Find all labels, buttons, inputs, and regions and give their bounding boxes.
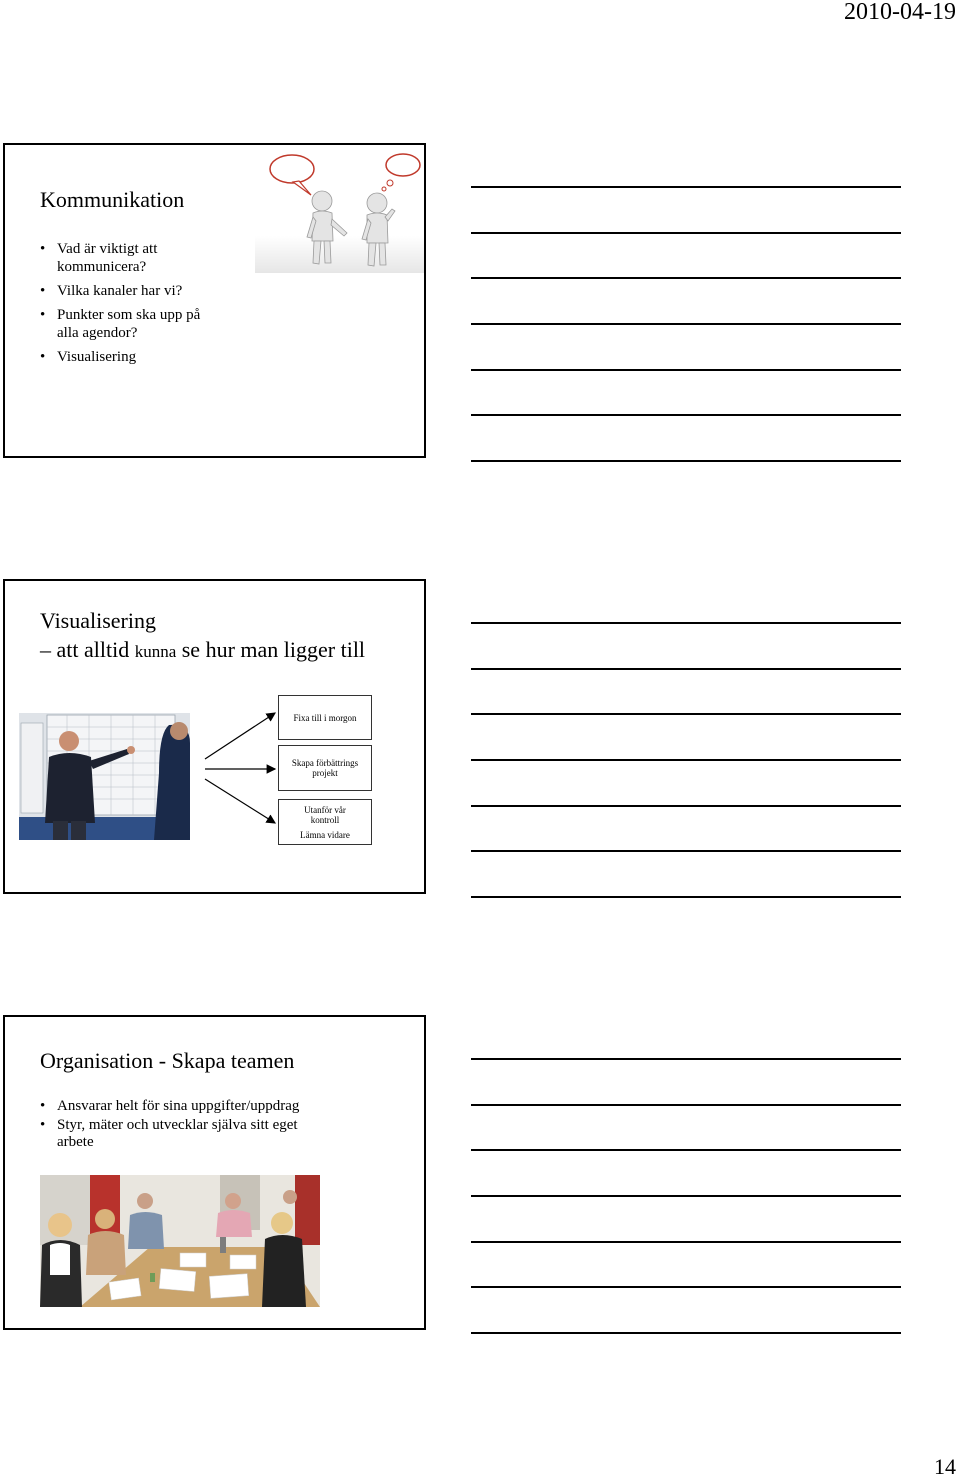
bullet-item: • Ansvarar helt för sina uppgifter/uppdrag <box>40 1098 400 1115</box>
diagram-box-forbattring: Skapa förbättrings projekt <box>278 745 372 791</box>
bullet-item: • Vad är viktigt att kommunicera? <box>40 240 240 276</box>
bullet-item: • Punkter som ska upp på alla agendor? <box>40 306 240 342</box>
slide-subtitle: – att alltid kunna se hur man ligger till <box>40 637 366 662</box>
note-line <box>471 414 901 416</box>
note-line <box>471 1195 901 1197</box>
bullet-item: • Vilka kanaler har vi? <box>40 282 240 300</box>
note-line <box>471 668 901 670</box>
note-line <box>471 232 901 234</box>
notes-area <box>471 622 901 902</box>
slide-visualisering <box>3 579 426 894</box>
meeting-photo <box>40 1175 320 1307</box>
diagram-arrows <box>195 701 285 831</box>
bullet-list <box>40 1098 400 1153</box>
slide-organisation <box>3 1015 426 1330</box>
note-line <box>471 622 901 624</box>
note-line <box>471 896 901 898</box>
slide-title: Kommunikation <box>40 187 185 212</box>
note-line <box>471 1332 901 1334</box>
note-line <box>471 323 901 325</box>
page-number: 14 <box>934 1454 956 1479</box>
note-line <box>471 713 901 715</box>
page-date: 2010-04-19 <box>844 0 956 25</box>
note-line <box>471 805 901 807</box>
note-line <box>471 759 901 761</box>
bullet-item: • Visualisering <box>40 348 240 366</box>
bullet-item: • Styr, mäter och utvecklar själva sitt eget arbete <box>40 1117 400 1151</box>
diagram-box-fixa: Fixa till i morgon <box>278 695 372 740</box>
notes-area <box>471 186 901 466</box>
note-line <box>471 460 901 462</box>
note-line <box>471 1286 901 1288</box>
note-line <box>471 1149 901 1151</box>
note-line <box>471 277 901 279</box>
whiteboard-photo <box>19 713 190 840</box>
note-line <box>471 186 901 188</box>
note-line <box>471 1241 901 1243</box>
slide-title: Visualisering <box>40 608 156 633</box>
slide-kommunikation <box>3 143 426 458</box>
notes-area <box>471 1058 901 1338</box>
diagram-box-utanfor: Utanför vår kontroll Lämna vidare <box>278 799 372 845</box>
bullet-list <box>40 240 240 372</box>
slide-title: Organisation - Skapa teamen <box>40 1048 295 1073</box>
note-line <box>471 369 901 371</box>
note-line <box>471 1104 901 1106</box>
two-figures-speech-bubbles-icon <box>255 151 426 273</box>
note-line <box>471 850 901 852</box>
note-line <box>471 1058 901 1060</box>
